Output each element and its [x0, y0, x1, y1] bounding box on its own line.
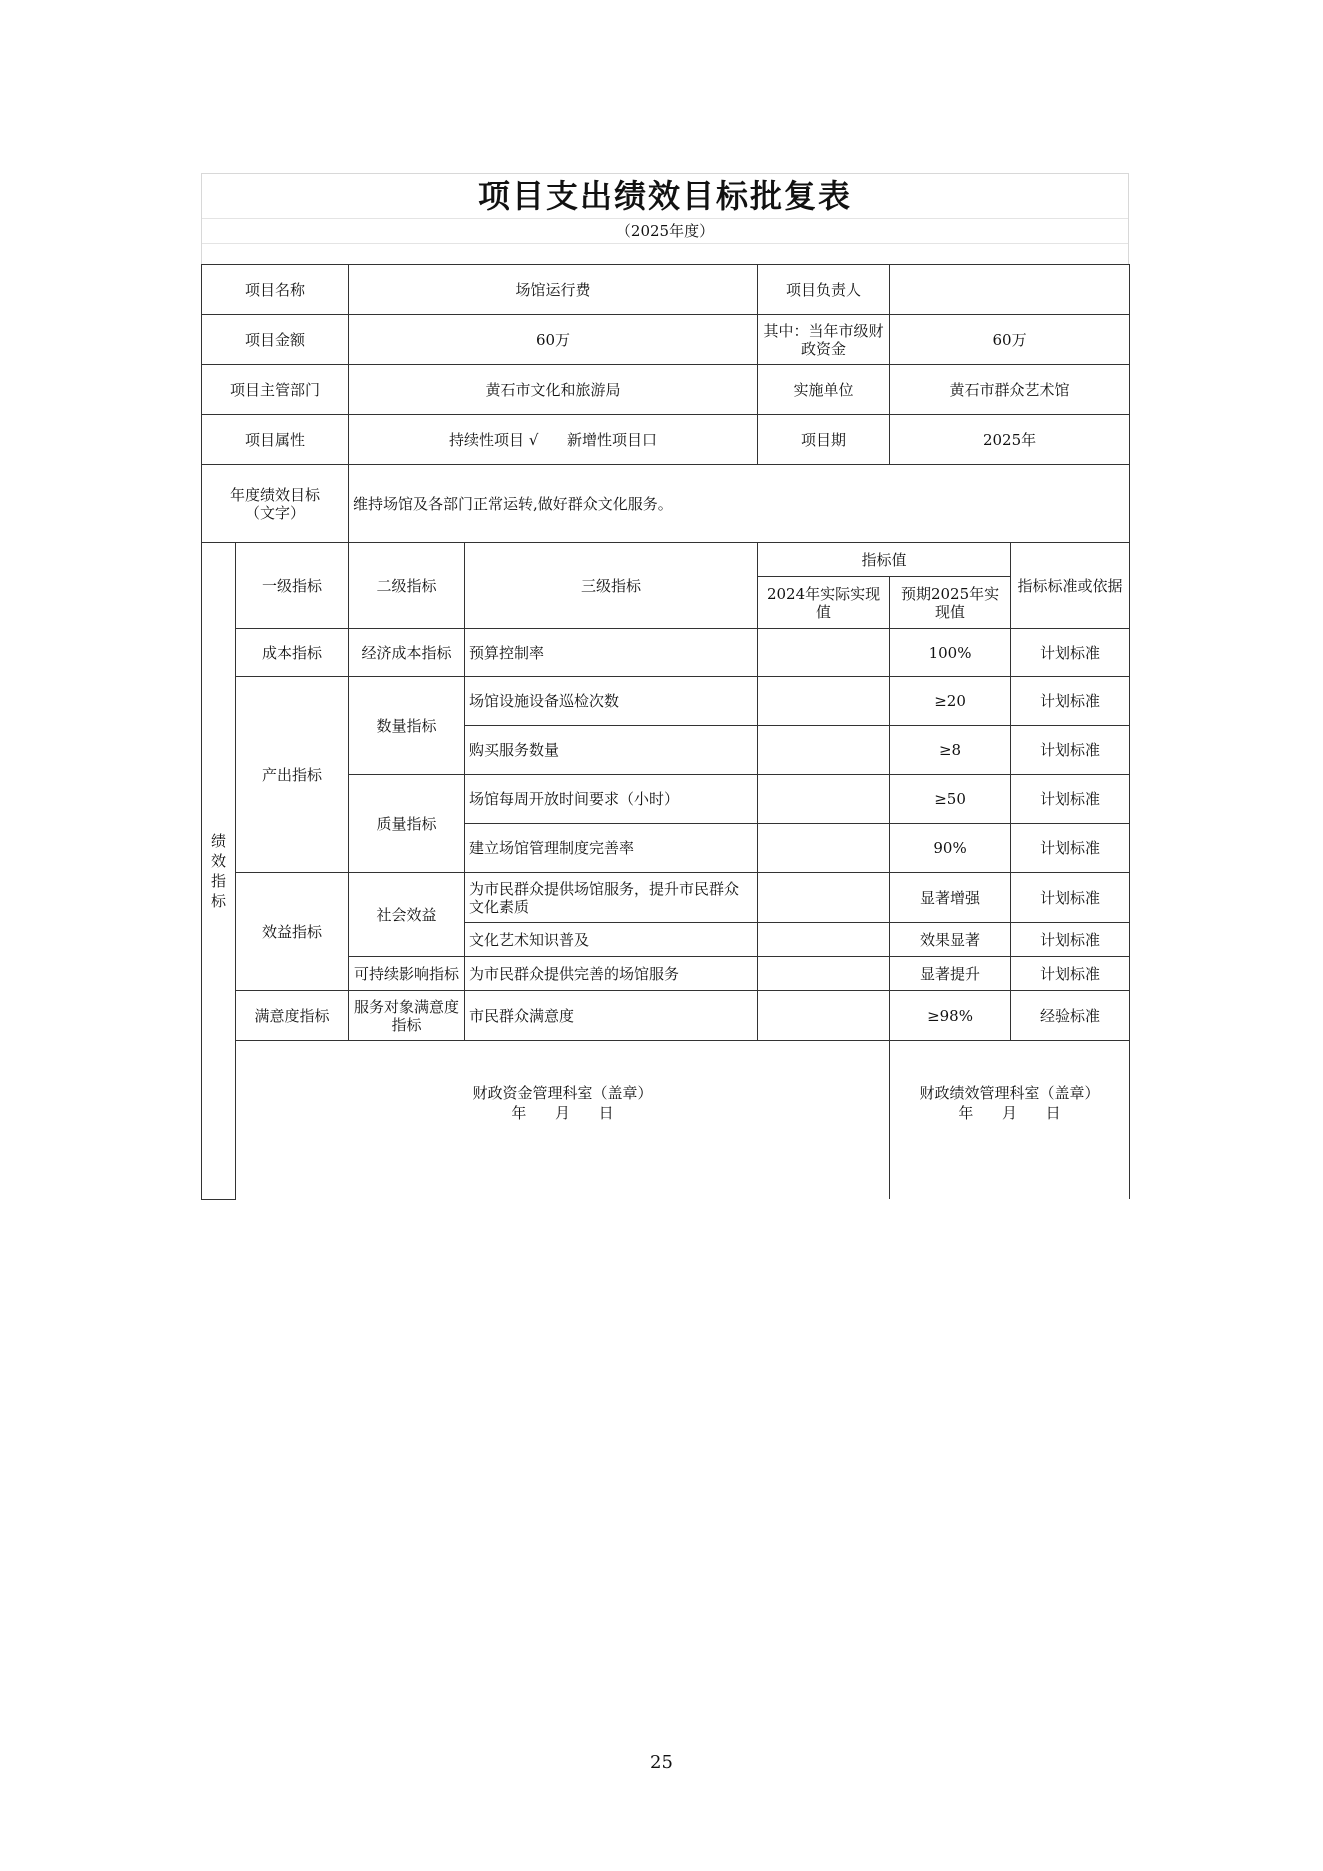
- header-actual-2024: 2024年实际实现值: [758, 577, 890, 629]
- table-row: [202, 629, 1130, 677]
- row-project-name: [202, 265, 1130, 315]
- signature-right-date: 年 月 日: [958, 1104, 1061, 1122]
- indicator-header-row-1: [202, 543, 1130, 577]
- form-header: [201, 173, 1129, 264]
- subgroup-service-satisfaction: 服务对象满意度指标: [349, 991, 465, 1041]
- indicator-name: 场馆设施设备巡检次数: [465, 677, 758, 726]
- indicator-standard: 计划标准: [1011, 957, 1130, 991]
- goal-label: 年度绩效目标（文字）: [202, 465, 349, 543]
- indicator-expected: ≥50: [890, 775, 1011, 824]
- unit-value: 黄石市群众艺术馆: [890, 365, 1130, 415]
- project-leader-label: 项目负责人: [758, 265, 890, 315]
- signature-right-office: 财政绩效管理科室（盖章）: [919, 1084, 1100, 1102]
- subgroup-quality: 质量指标: [349, 775, 465, 873]
- indicator-actual: [758, 726, 890, 775]
- row-department: [202, 365, 1130, 415]
- indicator-name: 为市民群众提供完善的场馆服务: [465, 957, 758, 991]
- header-spacer: [202, 244, 1128, 264]
- header-level1: 一级指标: [236, 543, 349, 629]
- attribute-value: 持续性项目 √ 新增性项目口: [349, 415, 758, 465]
- indicator-standard: 计划标准: [1011, 726, 1130, 775]
- indicator-standard: 计划标准: [1011, 629, 1130, 677]
- indicator-actual: [758, 991, 890, 1041]
- indicator-actual: [758, 824, 890, 873]
- group-cost: 成本指标: [236, 629, 349, 677]
- period-value: 2025年: [890, 415, 1130, 465]
- project-name-value: 场馆运行费: [349, 265, 758, 315]
- row-attribute: [202, 415, 1130, 465]
- department-label: 项目主管部门: [202, 365, 349, 415]
- period-label: 项目期: [758, 415, 890, 465]
- performance-table: [201, 264, 1130, 1200]
- page-number: 25: [650, 1752, 673, 1773]
- indicator-expected: 90%: [890, 824, 1011, 873]
- table-row: [202, 873, 1130, 923]
- indicator-standard: 计划标准: [1011, 873, 1130, 923]
- project-name-label: 项目名称: [202, 265, 349, 315]
- header-level3: 三级指标: [465, 543, 758, 629]
- project-leader-value: [890, 265, 1130, 315]
- indicator-standard: 计划标准: [1011, 824, 1130, 873]
- indicator-standard: 计划标准: [1011, 775, 1130, 824]
- table-row: [202, 991, 1130, 1041]
- indicator-expected: 显著提升: [890, 957, 1011, 991]
- group-benefit: 效益指标: [236, 873, 349, 991]
- subgroup-economic-cost: 经济成本指标: [349, 629, 465, 677]
- row-signatures: [202, 1041, 1130, 1200]
- indicator-name: 文化艺术知识普及: [465, 923, 758, 957]
- header-value: 指标值: [758, 543, 1011, 577]
- signature-left: [236, 1041, 890, 1200]
- indicator-expected: ≥8: [890, 726, 1011, 775]
- signature-left-date: 年 月 日: [511, 1104, 614, 1122]
- form-subtitle: （2025年度）: [202, 219, 1128, 244]
- fiscal-value: 60万: [890, 315, 1130, 365]
- indicator-actual: [758, 923, 890, 957]
- subgroup-social: 社会效益: [349, 873, 465, 957]
- indicator-actual: [758, 677, 890, 726]
- indicator-actual: [758, 775, 890, 824]
- header-level2: 二级指标: [349, 543, 465, 629]
- indicator-standard: 计划标准: [1011, 677, 1130, 726]
- indicator-actual: [758, 629, 890, 677]
- header-standard: 指标标准或依据: [1011, 543, 1130, 629]
- group-output: 产出指标: [236, 677, 349, 873]
- signature-left-office: 财政资金管理科室（盖章）: [472, 1084, 653, 1102]
- indicator-name: 场馆每周开放时间要求（小时）: [465, 775, 758, 824]
- indicator-expected: 效果显著: [890, 923, 1011, 957]
- indicator-actual: [758, 957, 890, 991]
- amount-label: 项目金额: [202, 315, 349, 365]
- indicator-expected: 100%: [890, 629, 1011, 677]
- indicator-expected: 显著增强: [890, 873, 1011, 923]
- header-expected-2025: 预期2025年实现值: [890, 577, 1011, 629]
- amount-value: 60万: [349, 315, 758, 365]
- signature-right: [890, 1041, 1130, 1200]
- form-title: 项目支出绩效目标批复表: [202, 174, 1128, 219]
- unit-label: 实施单位: [758, 365, 890, 415]
- indicator-name: 购买服务数量: [465, 726, 758, 775]
- indicator-name: 市民群众满意度: [465, 991, 758, 1041]
- approval-form: [201, 173, 1129, 1200]
- section-label: 绩效指标: [202, 543, 236, 1200]
- indicator-standard: 计划标准: [1011, 923, 1130, 957]
- subgroup-quantity: 数量指标: [349, 677, 465, 775]
- indicator-name: 建立场馆管理制度完善率: [465, 824, 758, 873]
- row-amount: [202, 315, 1130, 365]
- indicator-name: 为市民群众提供场馆服务，提升市民群众文化素质: [465, 873, 758, 923]
- indicator-standard: 经验标准: [1011, 991, 1130, 1041]
- table-row: [202, 677, 1130, 726]
- attribute-label: 项目属性: [202, 415, 349, 465]
- row-annual-goal: [202, 465, 1130, 543]
- subgroup-sustainable: 可持续影响指标: [349, 957, 465, 991]
- department-value: 黄石市文化和旅游局: [349, 365, 758, 415]
- indicator-expected: ≥20: [890, 677, 1011, 726]
- indicator-name: 预算控制率: [465, 629, 758, 677]
- indicator-expected: ≥98%: [890, 991, 1011, 1041]
- fiscal-label: 其中：当年市级财政资金: [758, 315, 890, 365]
- goal-value: 维持场馆及各部门正常运转,做好群众文化服务。: [349, 465, 1130, 543]
- group-satisfaction: 满意度指标: [236, 991, 349, 1041]
- indicator-actual: [758, 873, 890, 923]
